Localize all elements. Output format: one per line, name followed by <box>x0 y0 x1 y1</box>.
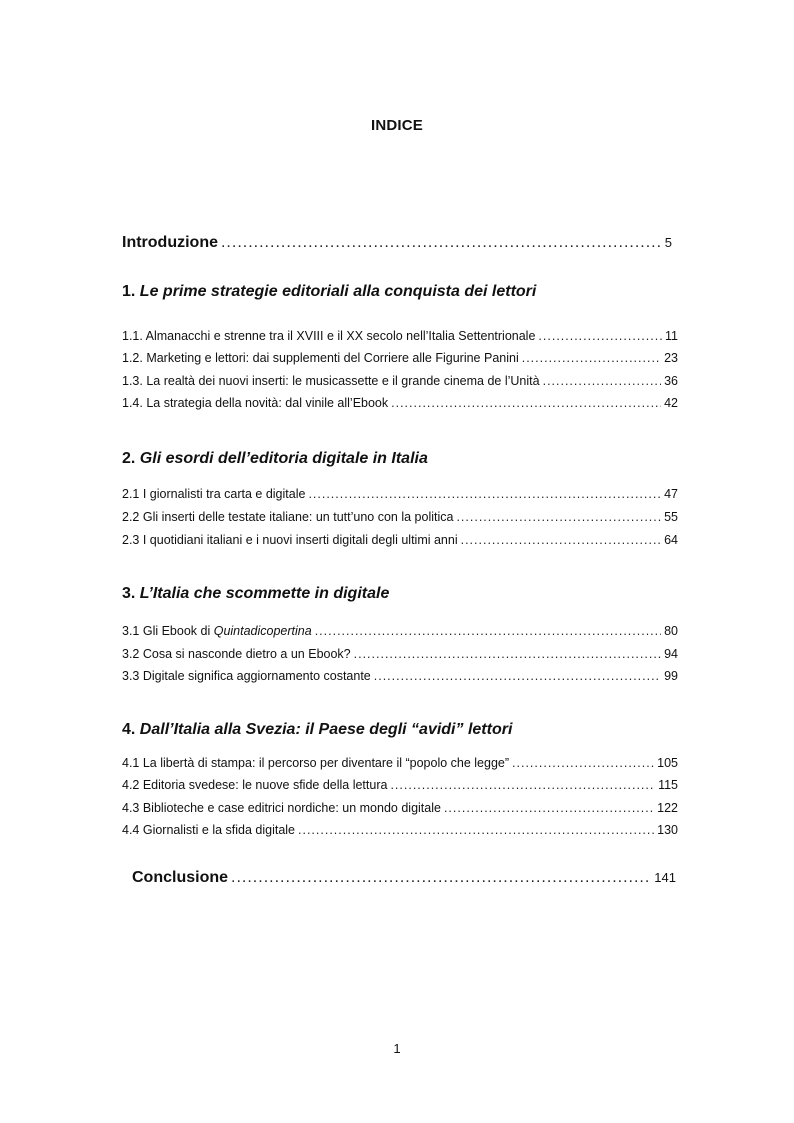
toc-page-number: 94 <box>664 647 678 661</box>
chapter-heading-2[interactable] <box>122 450 428 468</box>
chapter-number: 2. <box>122 450 136 467</box>
toc-entry-introduction[interactable] <box>122 234 672 252</box>
toc-entry[interactable] <box>122 823 678 837</box>
toc-entry-label: Conclusione <box>132 869 229 886</box>
toc-entry-label <box>122 624 312 638</box>
dot-leader <box>390 778 655 792</box>
toc-entry-label: 4.3 Biblioteche e case editrici nordiche: un mondo digitale <box>122 801 441 815</box>
toc-page-number: 99 <box>664 669 678 683</box>
toc-page-number: 115 <box>658 778 678 792</box>
toc-entry[interactable] <box>122 487 678 501</box>
chapter-heading-4[interactable] <box>122 721 512 739</box>
dot-leader <box>354 647 661 661</box>
toc-entry[interactable] <box>122 396 678 410</box>
toc-entry-label: 4.2 Editoria svedese: le nuove sfide della lettura <box>122 778 388 792</box>
toc-entry-label: 2.2 Gli inserti delle testate italiane: un tutt’uno con la politica <box>122 510 454 524</box>
chapter-number: 4. <box>122 721 136 738</box>
toc-page-number: 36 <box>664 374 678 388</box>
chapter-title-rest: : il Paese degli “avidi” lettori <box>295 721 513 738</box>
toc-entry[interactable] <box>122 756 678 770</box>
page-number: 1 <box>393 1041 401 1056</box>
toc-entry-conclusion[interactable] <box>132 869 676 887</box>
toc-entry-label: 1.3. La realtà dei nuovi inserti: le musicassette e il grande cinema de l’Unità <box>122 374 540 388</box>
toc-page-number: 5 <box>664 235 672 250</box>
toc-entry[interactable] <box>122 647 678 661</box>
toc-entry[interactable] <box>122 351 678 365</box>
toc-entry-label: 1.2. Marketing e lettori: dai supplementi del Corriere alle Figurine Panini <box>122 351 519 365</box>
page-title: INDICE <box>370 117 424 134</box>
toc-entry-label: 4.1 La libertà di stampa: il percorso per diventare il “popolo che legge” <box>122 756 510 770</box>
toc-entry-label-prefix: 3.1 Gli Ebook di <box>122 624 214 638</box>
dot-leader <box>315 624 661 638</box>
toc-entry[interactable] <box>122 533 678 547</box>
dot-leader <box>391 396 661 410</box>
dot-leader <box>444 801 654 815</box>
chapter-heading-1[interactable] <box>122 283 536 301</box>
chapter-number: 3. <box>122 585 136 602</box>
toc-entry[interactable] <box>122 669 678 683</box>
toc-page-number: 130 <box>657 823 678 837</box>
toc-entry-label: 1.4. La strategia della novità: dal vinile all’Ebook <box>122 396 389 410</box>
toc-entry-label: 3.3 Digitale significa aggiornamento costante <box>122 669 371 683</box>
chapter-title: Gli esordi dell’editoria digitale in Italia <box>139 450 428 467</box>
toc-entry-label: 3.2 Cosa si nasconde dietro a un Ebook? <box>122 647 351 661</box>
chapter-title-italic: Dall’Italia alla Svezia <box>139 721 296 738</box>
dot-leader <box>374 669 661 683</box>
toc-page-number: 55 <box>664 510 678 524</box>
toc-entry-label: 2.3 I quotidiani italiani e i nuovi inserti digitali degli ultimi anni <box>122 533 458 547</box>
dot-leader <box>221 234 662 252</box>
dot-leader <box>512 756 654 770</box>
toc-page-number: 47 <box>664 487 678 501</box>
toc-entry-label: Introduzione <box>122 234 218 251</box>
dot-leader <box>538 329 662 343</box>
chapter-title: L’Italia che scommette in digitale <box>139 585 390 602</box>
dot-leader <box>231 869 651 887</box>
toc-page-number: 105 <box>657 756 678 770</box>
dot-leader <box>543 374 662 388</box>
toc-entry[interactable] <box>122 801 678 815</box>
dot-leader <box>461 533 661 547</box>
toc-entry[interactable] <box>122 778 678 792</box>
toc-page-number: 23 <box>664 351 678 365</box>
chapter-number: 1. <box>122 283 136 300</box>
toc-entry[interactable] <box>122 374 678 388</box>
toc-entry[interactable] <box>122 329 678 343</box>
dot-leader <box>522 351 661 365</box>
toc-entry[interactable] <box>122 624 678 638</box>
toc-entry-label-italic: Quintadicopertina <box>213 624 312 638</box>
toc-entry-label: 1.1. Almanacchi e strenne tra il XVIII e il XX secolo nell’Italia Settentrionale <box>122 329 536 343</box>
toc-page-number: 64 <box>664 533 678 547</box>
toc-page-number: 122 <box>657 801 678 815</box>
toc-entry-label: 4.4 Giornalisti e la sfida digitale <box>122 823 296 837</box>
toc-entry[interactable] <box>122 510 678 524</box>
chapter-heading-3[interactable] <box>122 585 389 603</box>
dot-leader <box>456 510 661 524</box>
toc-page-number: 42 <box>664 396 678 410</box>
toc-page-number: 141 <box>654 870 676 885</box>
toc-page-number: 80 <box>664 624 678 638</box>
chapter-title: Le prime strategie editoriali alla conquista dei lettori <box>139 283 537 300</box>
dot-leader <box>308 487 661 501</box>
toc-entry-label: 2.1 I giornalisti tra carta e digitale <box>122 487 306 501</box>
toc-page-number: 11 <box>665 329 678 343</box>
dot-leader <box>298 823 654 837</box>
